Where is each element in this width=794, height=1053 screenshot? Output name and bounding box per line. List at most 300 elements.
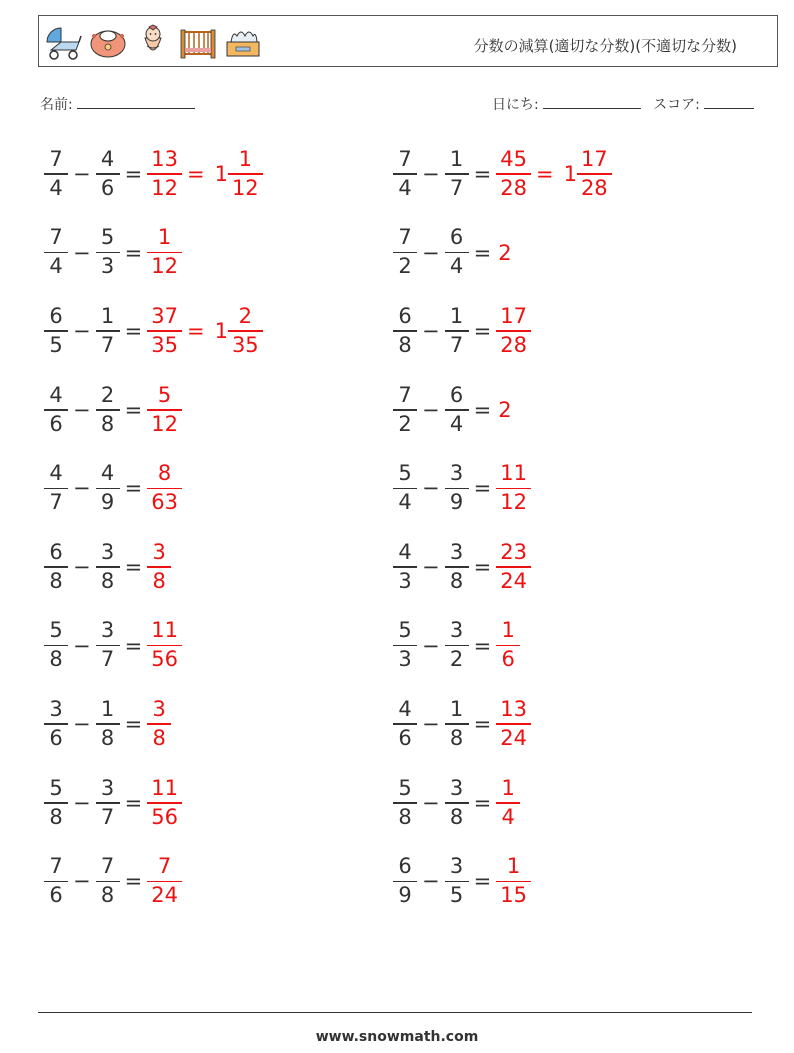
equals-sign: =	[535, 162, 554, 186]
fraction-bar	[44, 645, 68, 647]
footer-divider	[38, 1012, 752, 1013]
fraction-bar	[96, 566, 120, 568]
denominator: 4	[398, 175, 412, 200]
equals-sign: =	[124, 397, 143, 422]
denominator: 4	[501, 804, 515, 829]
fraction-bar	[228, 330, 263, 332]
fraction-bar	[393, 488, 417, 490]
numerator: 3	[49, 696, 63, 721]
numerator: 7	[49, 146, 63, 171]
numerator: 1	[157, 225, 172, 250]
numerator: 8	[157, 461, 172, 486]
fraction	[395, 777, 415, 830]
fraction	[447, 384, 467, 437]
denominator: 7	[100, 804, 115, 829]
fraction-bar	[393, 645, 417, 647]
denominator: 6	[49, 411, 63, 436]
numerator: 17	[500, 303, 527, 328]
problem-item	[394, 223, 512, 283]
numerator: 23	[500, 539, 527, 564]
numerator: 3	[100, 539, 115, 564]
denominator: 12	[151, 411, 178, 436]
score-blank[interactable]	[704, 94, 754, 109]
fraction-bar	[445, 881, 469, 883]
fraction-bar	[393, 330, 417, 332]
fraction-bar	[445, 409, 469, 411]
problem-item	[45, 301, 262, 361]
fraction-bar	[445, 723, 469, 725]
fraction-bar	[96, 645, 120, 647]
problem-item	[394, 144, 611, 204]
fraction-bar	[393, 173, 417, 175]
fraction	[447, 226, 467, 279]
fraction-bar	[147, 409, 182, 411]
fraction	[149, 698, 169, 751]
denominator: 4	[49, 175, 63, 200]
denominator: 2	[398, 411, 412, 436]
fraction-bar	[147, 723, 171, 725]
fraction	[98, 462, 118, 515]
denominator: 35	[231, 332, 259, 357]
fraction-bar	[96, 881, 120, 883]
fraction	[447, 148, 467, 201]
denominator: 5	[449, 883, 464, 908]
baby-crib-icon	[178, 22, 218, 62]
fraction-bar	[147, 566, 171, 568]
fraction	[46, 777, 66, 830]
fraction	[395, 226, 415, 279]
numerator: 1	[449, 303, 464, 328]
score-label: スコア:	[653, 97, 700, 113]
numerator: 5	[49, 618, 63, 643]
equals-sign: =	[473, 476, 492, 501]
minus-sign: −	[73, 240, 91, 265]
problem-item	[45, 537, 170, 597]
mixed-whole: 1	[214, 162, 228, 186]
fraction-bar	[445, 802, 469, 804]
denominator: 15	[500, 883, 527, 908]
minus-sign: −	[422, 162, 440, 186]
numerator: 3	[152, 696, 166, 721]
numerator: 5	[398, 618, 412, 643]
numerator: 3	[449, 618, 464, 643]
fraction	[46, 855, 66, 908]
fraction	[395, 305, 415, 358]
fraction	[149, 541, 169, 594]
numerator: 7	[398, 225, 412, 250]
equals-sign: =	[473, 869, 492, 894]
fraction	[98, 855, 118, 908]
fraction	[149, 384, 180, 437]
fraction-bar	[393, 409, 417, 411]
denominator: 8	[49, 647, 63, 672]
numerator: 6	[398, 854, 412, 879]
fraction	[149, 226, 180, 279]
fraction	[149, 855, 180, 908]
problem-item	[394, 616, 519, 676]
fraction-bar	[496, 488, 531, 490]
fraction	[46, 305, 66, 358]
numerator: 7	[49, 225, 63, 250]
denominator: 63	[151, 490, 178, 515]
fraction-bar	[147, 802, 182, 804]
numerator: 3	[152, 539, 166, 564]
mixed-whole: 1	[214, 319, 228, 344]
minus-sign: −	[422, 397, 440, 422]
numerator: 7	[100, 854, 115, 879]
problem-item	[45, 458, 181, 518]
numerator: 4	[49, 382, 63, 407]
denominator: 6	[100, 175, 115, 200]
minus-sign: −	[422, 790, 440, 815]
numerator: 5	[157, 382, 172, 407]
numerator: 3	[449, 539, 464, 564]
fraction-bar	[393, 252, 417, 254]
fraction	[395, 148, 415, 201]
denominator: 6	[398, 725, 412, 750]
numerator: 17	[580, 146, 608, 171]
numerator: 1	[238, 146, 252, 171]
minus-sign: −	[73, 319, 91, 344]
equals-sign: =	[186, 319, 205, 344]
numerator: 6	[449, 382, 464, 407]
header-icons	[43, 22, 263, 62]
fraction	[447, 777, 467, 830]
fraction	[395, 541, 415, 594]
numerator: 2	[100, 382, 115, 407]
fraction-bar	[44, 330, 68, 332]
numerator: 3	[449, 854, 464, 879]
fraction-bar	[44, 723, 68, 725]
numerator: 4	[100, 146, 115, 171]
fraction-bar	[147, 645, 182, 647]
numerator: 11	[151, 775, 178, 800]
numerator: 7	[157, 854, 172, 879]
fraction	[498, 619, 518, 672]
fraction-bar	[496, 723, 531, 725]
minus-sign: −	[422, 869, 440, 894]
fraction-bar	[496, 173, 531, 175]
minus-sign: −	[422, 476, 440, 501]
fraction-bar	[96, 802, 120, 804]
denominator: 4	[449, 254, 464, 279]
equals-sign: =	[124, 476, 143, 501]
fraction	[447, 305, 467, 358]
equals-sign: =	[473, 319, 492, 344]
fraction	[230, 148, 261, 201]
fraction	[447, 462, 467, 515]
worksheet-header	[38, 15, 778, 67]
minus-sign: −	[73, 790, 91, 815]
fraction	[98, 698, 118, 751]
numerator: 1	[449, 696, 464, 721]
denominator: 8	[100, 725, 115, 750]
answer-whole: 2	[498, 397, 512, 422]
minus-sign: −	[422, 555, 440, 579]
denominator: 24	[500, 568, 527, 593]
denominator: 12	[231, 175, 259, 200]
equals-sign: =	[124, 869, 143, 894]
problem-item	[45, 694, 170, 754]
numerator: 7	[398, 146, 412, 171]
equals-sign: =	[473, 555, 492, 579]
worksheet-title: 分数の減算(適切な分数)(不適切な分数)	[473, 37, 737, 55]
fraction-bar	[445, 252, 469, 254]
fraction-bar	[96, 409, 120, 411]
minus-sign: −	[73, 712, 91, 737]
denominator: 7	[449, 332, 464, 357]
fraction	[46, 619, 66, 672]
equals-sign: =	[124, 790, 143, 815]
numerator: 11	[151, 618, 178, 643]
equals-sign: =	[473, 633, 492, 658]
numerator: 2	[238, 303, 252, 328]
denominator: 2	[449, 647, 464, 672]
equals-sign: =	[473, 397, 492, 422]
fraction	[498, 305, 529, 358]
fraction	[447, 619, 467, 672]
fraction	[498, 855, 529, 908]
fraction	[46, 384, 66, 437]
denominator: 8	[449, 568, 464, 593]
swaddled-baby-icon	[133, 22, 173, 62]
fraction	[149, 462, 180, 515]
fraction	[498, 462, 529, 515]
fraction-bar	[496, 802, 520, 804]
numerator: 6	[449, 225, 464, 250]
fraction-bar	[96, 723, 120, 725]
baby-stroller-icon	[43, 22, 83, 62]
problem-item	[45, 380, 181, 440]
problem-item	[45, 773, 181, 833]
equals-sign: =	[124, 240, 143, 265]
denominator: 7	[100, 647, 115, 672]
numerator: 3	[449, 775, 464, 800]
equals-sign: =	[473, 240, 492, 265]
problem-item	[394, 458, 530, 518]
equals-sign: =	[124, 712, 143, 737]
denominator: 6	[501, 647, 515, 672]
fraction	[46, 462, 66, 515]
numerator: 4	[100, 461, 115, 486]
fraction	[46, 226, 66, 279]
denominator: 8	[100, 411, 115, 436]
equals-sign: =	[473, 712, 492, 737]
minus-sign: −	[422, 712, 440, 737]
denominator: 6	[49, 883, 63, 908]
fraction-bar	[228, 173, 263, 175]
problem-item	[394, 537, 530, 597]
fraction-bar	[393, 802, 417, 804]
fraction-bar	[393, 881, 417, 883]
denominator: 8	[49, 804, 63, 829]
fraction-bar	[96, 330, 120, 332]
equals-sign: =	[124, 633, 143, 658]
denominator: 2	[398, 254, 412, 279]
denominator: 28	[580, 175, 608, 200]
equals-sign: =	[473, 162, 492, 186]
fraction	[98, 541, 118, 594]
fraction	[46, 698, 66, 751]
denominator: 8	[100, 568, 115, 593]
fraction-bar	[44, 173, 68, 175]
denominator: 9	[398, 883, 412, 908]
denominator: 8	[398, 332, 412, 357]
numerator: 6	[49, 303, 63, 328]
fraction	[98, 619, 118, 672]
fraction-bar	[496, 881, 531, 883]
tissue-box-icon	[223, 22, 263, 62]
answer-whole: 2	[498, 240, 512, 265]
problem-item	[45, 616, 181, 676]
denominator: 56	[151, 647, 178, 672]
denominator: 12	[500, 490, 527, 515]
fraction	[98, 148, 118, 201]
fraction	[98, 305, 118, 358]
minus-sign: −	[422, 240, 440, 265]
baby-bib-icon	[88, 22, 128, 62]
denominator: 28	[500, 332, 527, 357]
fraction	[46, 148, 66, 201]
minus-sign: −	[73, 633, 91, 658]
fraction	[395, 384, 415, 437]
numerator: 6	[49, 539, 63, 564]
fraction	[230, 305, 261, 358]
fraction	[149, 305, 180, 358]
fraction-bar	[96, 173, 120, 175]
fraction	[498, 541, 529, 594]
numerator: 5	[398, 775, 412, 800]
denominator: 7	[100, 332, 115, 357]
date-label: 日にち:	[492, 97, 539, 113]
numerator: 7	[398, 382, 412, 407]
numerator: 3	[449, 461, 464, 486]
denominator: 4	[49, 254, 63, 279]
fraction	[395, 855, 415, 908]
fraction	[149, 777, 180, 830]
fraction-bar	[496, 330, 531, 332]
numerator: 45	[500, 146, 527, 171]
fraction	[498, 698, 529, 751]
problem-item	[394, 773, 519, 833]
name-field	[40, 94, 195, 114]
denominator: 7	[49, 490, 63, 515]
numerator: 4	[49, 461, 63, 486]
fraction-bar	[147, 173, 182, 175]
problem-item	[45, 144, 262, 204]
fraction-bar	[445, 488, 469, 490]
fraction-bar	[44, 566, 68, 568]
denominator: 8	[152, 568, 166, 593]
footer-site: www.snowmath.com	[315, 1029, 479, 1045]
numerator: 13	[151, 146, 178, 171]
name-label: 名前:	[40, 97, 73, 113]
minus-sign: −	[422, 633, 440, 658]
numerator: 1	[100, 696, 115, 721]
fraction	[395, 462, 415, 515]
denominator: 8	[449, 804, 464, 829]
fraction-bar	[496, 645, 520, 647]
denominator: 9	[100, 490, 115, 515]
fraction-bar	[44, 802, 68, 804]
fraction-bar	[44, 881, 68, 883]
fraction-bar	[44, 409, 68, 411]
numerator: 37	[151, 303, 178, 328]
fraction	[149, 148, 180, 201]
denominator: 8	[449, 725, 464, 750]
fraction	[395, 619, 415, 672]
fraction-bar	[577, 173, 612, 175]
fraction-bar	[393, 723, 417, 725]
denominator: 9	[449, 490, 464, 515]
fraction-bar	[147, 330, 182, 332]
minus-sign: −	[73, 476, 91, 501]
fraction-bar	[147, 488, 182, 490]
numerator: 1	[506, 854, 521, 879]
problem-item	[394, 694, 530, 754]
numerator: 1	[100, 303, 115, 328]
denominator: 4	[398, 490, 412, 515]
numerator: 11	[500, 461, 527, 486]
numerator: 5	[100, 225, 115, 250]
name-blank[interactable]	[77, 94, 195, 109]
numerator: 3	[100, 618, 115, 643]
fraction	[498, 148, 529, 201]
numerator: 1	[501, 775, 515, 800]
denominator: 24	[500, 725, 527, 750]
numerator: 13	[500, 696, 527, 721]
fraction	[447, 855, 467, 908]
fraction	[149, 619, 180, 672]
denominator: 3	[100, 254, 115, 279]
fraction-bar	[445, 173, 469, 175]
fraction-bar	[445, 566, 469, 568]
denominator: 8	[152, 725, 166, 750]
problem-item	[45, 223, 181, 283]
equals-sign: =	[186, 162, 205, 186]
fraction	[98, 226, 118, 279]
fraction-bar	[96, 488, 120, 490]
denominator: 4	[449, 411, 464, 436]
fraction	[98, 384, 118, 437]
fraction	[46, 541, 66, 594]
fraction	[447, 698, 467, 751]
numerator: 1	[501, 618, 515, 643]
denominator: 35	[151, 332, 178, 357]
fraction-bar	[147, 881, 182, 883]
numerator: 1	[449, 146, 464, 171]
fraction-bar	[147, 252, 182, 254]
fraction-bar	[393, 566, 417, 568]
denominator: 56	[151, 804, 178, 829]
minus-sign: −	[73, 869, 91, 894]
denominator: 3	[398, 568, 412, 593]
numerator: 3	[100, 775, 115, 800]
date-blank[interactable]	[543, 94, 641, 109]
problem-item	[394, 851, 530, 911]
denominator: 8	[100, 883, 115, 908]
minus-sign: −	[73, 162, 91, 186]
fraction-bar	[445, 645, 469, 647]
numerator: 6	[398, 303, 412, 328]
denominator: 3	[398, 647, 412, 672]
denominator: 28	[500, 175, 527, 200]
denominator: 12	[151, 175, 178, 200]
fraction	[98, 777, 118, 830]
minus-sign: −	[422, 319, 440, 344]
equals-sign: =	[124, 555, 143, 579]
fraction	[579, 148, 610, 201]
